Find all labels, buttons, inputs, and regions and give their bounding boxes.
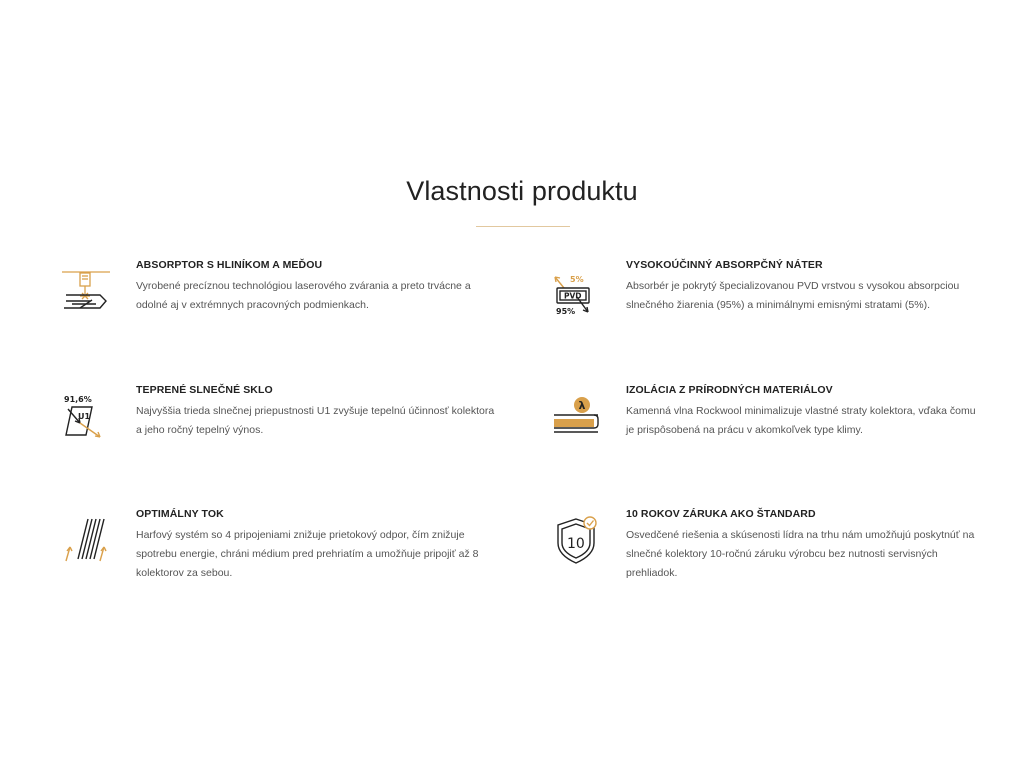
- pvd-coating-icon: [550, 264, 602, 316]
- pvd-emission-label: 5%: [570, 275, 584, 284]
- feature-title: 10 ROKOV ZÁRUKA AKO ŠTANDARD: [626, 508, 816, 520]
- glass-transmission-label: 91,6%: [64, 395, 92, 404]
- harp-flow-icon: [60, 513, 112, 565]
- warranty-years-label: 10: [567, 536, 585, 552]
- feature-title: OPTIMÁLNY TOK: [136, 508, 224, 520]
- feature-description: Osvedčené riešenia a skúsenosti lídra na trhu nám umožňujú poskytnúť na slnečné kolektory 10-ročnú záruku výrobcu bez nutnosti servisných prehliadok.: [626, 529, 975, 579]
- feature-description: Absorbér je pokrytý špecializovanou PVD vrstvou s vysokou absorpciou slnečného žiarenia (95%) a minimálnymi emisnými stratami (5%).: [626, 280, 960, 311]
- feature-description: Harfový systém so 4 pripojeniami znižuje prietokový odpor, čím znižuje spotrebu energie, chráni médium pred prehriatím a umožňuje pripojiť až 8 kolektorov za sebou.: [136, 529, 479, 579]
- feature-title: TEPRENÉ SLNEČNÉ SKLO: [136, 384, 273, 396]
- feature-description: Kamenná vlna Rockwool minimalizuje vlastné straty kolektora, vďaka čomu je prispôsobená na prácu v akomkoľvek type klimy.: [626, 405, 976, 436]
- section-title: Vlastnosti produktu: [406, 176, 638, 206]
- feature-description: Najvyššia trieda slnečnej priepustnosti U1 zvyšuje tepelnú účinnosť kolektora a jeho ročný tepelný výnos.: [136, 405, 495, 436]
- feature-description: Vyrobené precíznou technológiou laserového zvárania a preto trvácne a odolné aj v extrémnych pracovných podmienkach.: [136, 280, 471, 311]
- insulation-icon: [550, 389, 602, 441]
- solar-glass-icon: [60, 389, 112, 441]
- pvd-absorption-label: 95%: [556, 307, 576, 316]
- warranty-shield-icon: [550, 513, 602, 565]
- laser-weld-icon: [60, 264, 112, 316]
- glass-class-label: U1: [78, 412, 91, 421]
- feature-title: VYSOKOÚČINNÝ ABSORPČNÝ NÁTER: [626, 259, 823, 271]
- insulation-symbol: λ: [578, 399, 586, 412]
- feature-title: IZOLÁCIA Z PRÍRODNÝCH MATERIÁLOV: [626, 384, 833, 396]
- pvd-coating-label: PVD: [564, 291, 582, 301]
- title-divider: [476, 226, 570, 227]
- feature-title: ABSORPTOR S HLINÍKOM A MEĎOU: [136, 259, 323, 271]
